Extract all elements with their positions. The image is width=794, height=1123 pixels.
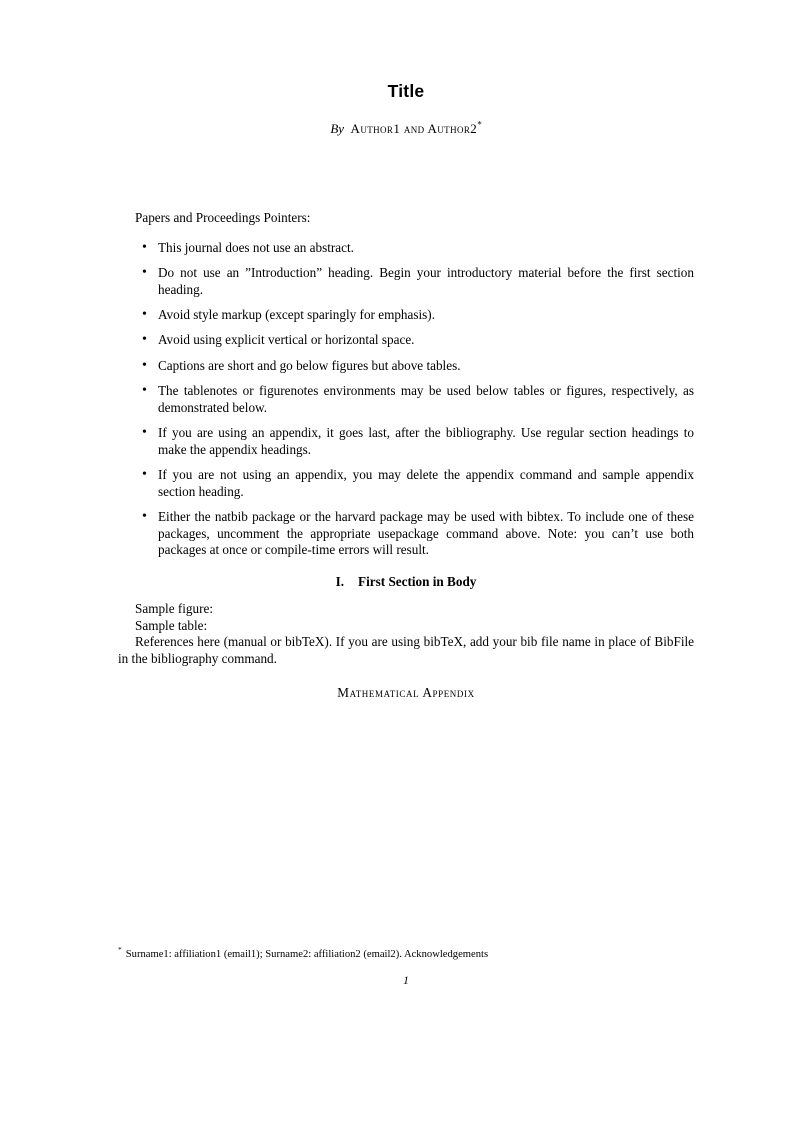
appendix-heading: Mathematical Appendix: [337, 684, 475, 700]
list-item: • This journal does not use an abstract.: [118, 240, 694, 257]
list-item: • Captions are short and go below figures but above tables.: [118, 358, 694, 375]
section-heading: [118, 574, 694, 591]
paragraph: Sample table:: [135, 617, 208, 633]
section-title: First Section in Body: [358, 574, 477, 590]
byline-authors: Author1 and Author2: [350, 121, 478, 137]
list-item: • If you are using an appendix, it goes last, after the bibliography. Use regular section headings to make the appendix headings.: [118, 425, 694, 459]
list-item: • Either the natbib package or the harvard package may be used with bibtex. To include one of these packages, uncomment the appropriate usepackage command above. Note: you can’t use both packages at once or compile-time errors will result.: [118, 509, 694, 559]
list-item: • If you are not using an appendix, you may delete the appendix command and sample appendix section heading.: [118, 467, 694, 501]
footnote-marker: *: [118, 945, 122, 955]
paragraph: Sample figure:: [135, 600, 214, 616]
section-number: I.: [335, 574, 345, 590]
intro-paragraph: Papers and Proceedings Pointers:: [135, 209, 311, 225]
list-item: • Avoid style markup (except sparingly for emphasis).: [118, 307, 694, 324]
byline-footnote-marker: *: [477, 119, 482, 130]
byline: [118, 121, 694, 138]
byline-prefix: By: [330, 121, 345, 137]
footnote-text: Surname1: affiliation1 (email1); Surname2: affiliation2 (email2). Acknowledgements: [125, 949, 489, 960]
pointer-list: [118, 240, 694, 559]
list-item: • Avoid using explicit vertical or horizontal space.: [118, 332, 694, 349]
list-item: • Do not use an ”Introduction” heading. Begin your introductory material before the first section heading.: [118, 265, 694, 299]
footnote: [118, 945, 694, 961]
page-number: 1: [403, 975, 409, 987]
paragraph: References here (manual or bibTeX). If you are using bibTeX, add your bib file name in place of BibFile in the bibliography command.: [118, 634, 694, 667]
list-item: • The tablenotes or figurenotes environments may be used below tables or figures, respectively, as demonstrated below.: [118, 383, 694, 417]
page-title: Title: [387, 81, 425, 101]
page-content: [118, 0, 694, 702]
